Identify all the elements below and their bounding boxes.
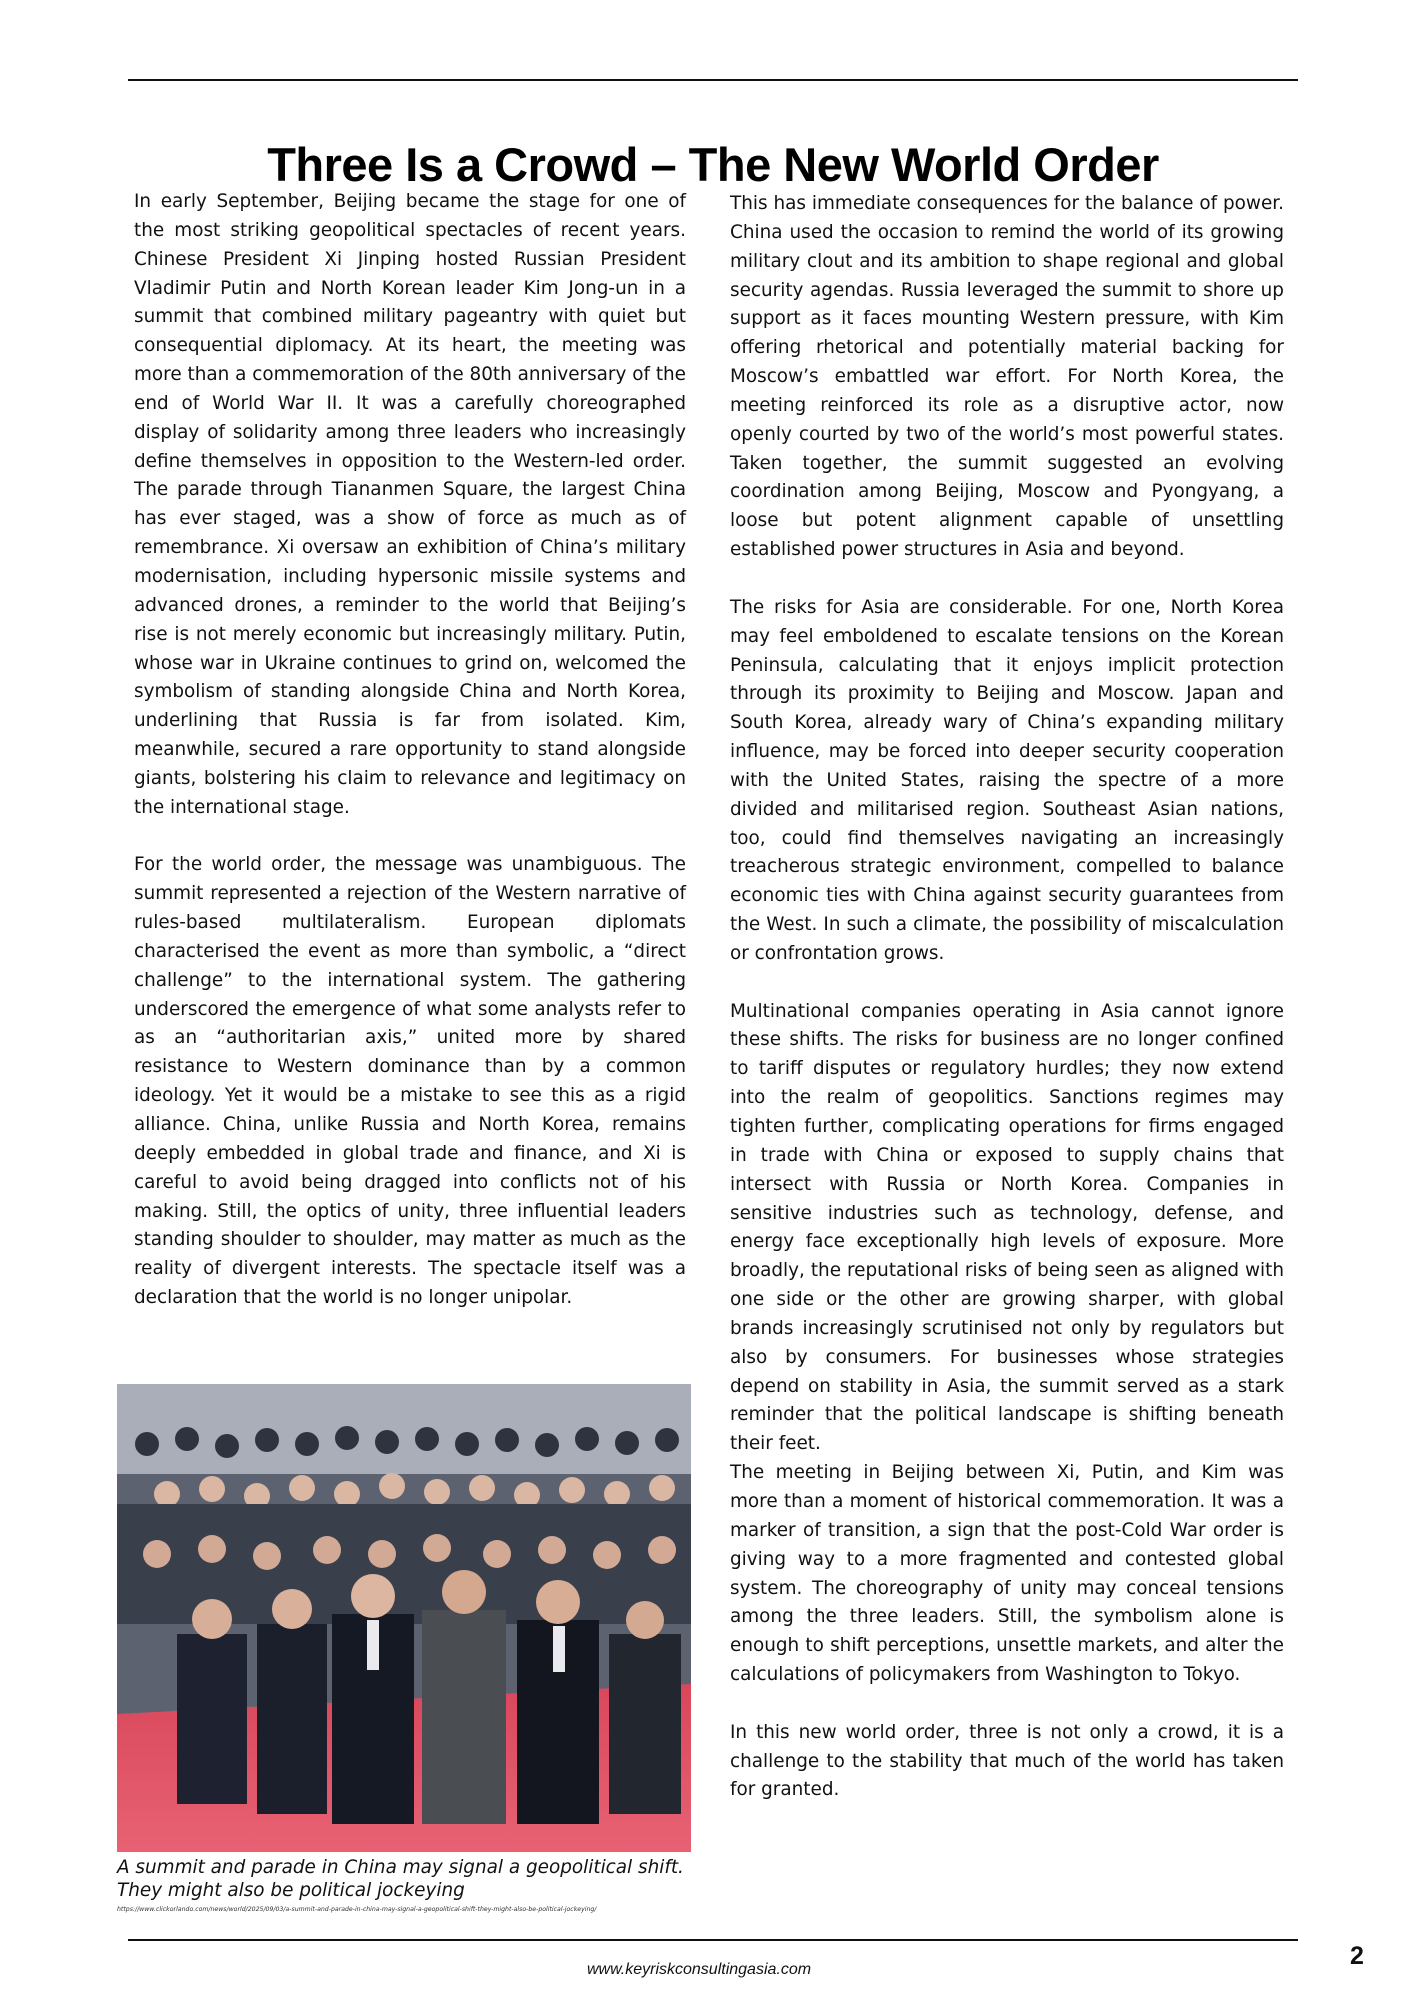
paragraph: In this new world order, three is not only a crowd, it is a challenge to the stability that much of the world has taken for granted. (730, 1721, 1284, 1801)
right-column (730, 190, 1284, 1805)
paragraph: This has immediate consequences for the balance of power. China used the occasion to remind the world of its growing military clout and its ambition to shape regional and global security agendas. Russia leveraged the summit to shore up support as it faces mounting Western pressure, with Kim offering rhetorical and potentially material backing for Moscow’s embattled war effort. For North Korea, the meeting reinforced its role as a disruptive actor, now openly courted by two of the world’s most powerful states. Taken together, the summit suggested an evolving coordination among Beijing, Moscow and Pyongyang, a loose but potent alignment capable of unsettling established power structures in Asia and beyond. (730, 193, 1284, 561)
photo-caption: A summit and parade in China may signal a geopolitical shift. They might also be political jockeying (117, 1857, 684, 1901)
bottom-rule (128, 1939, 1298, 1941)
top-rule (128, 79, 1298, 81)
summit-photo (117, 1384, 691, 1852)
page-number: 2 (1350, 1942, 1364, 1970)
paragraph: The risks for Asia are considerable. For one, North Korea may feel emboldened to escalate tensions on the Korean Peninsula, calculating that it enjoys implicit protection through its proximity to Beijing and Moscow. Japan and South Korea, already wary of China’s expanding military influence, may be forced into deeper security cooperation with the United States, raising the spectre of a more divided and militarised region. Southeast Asian nations, too, could find themselves navigating an increasingly treacherous strategic environment, compelled to balance economic ties with China against security guarantees from the West. In such a climate, the possibility of miscalculation or confrontation grows. (730, 596, 1284, 964)
article-title: Three Is a Crowd – The New World Order (267, 138, 1159, 192)
paragraph: For the world order, the message was unambiguous. The summit represented a rejection of the Western narrative of rules-based multilateralism. European diplomats characterised the event as more than symbolic, a “direct challenge” to the international system. The gathering underscored the emergence of what some analysts refer to as an “authoritarian axis,” united more by shared resistance to Western dominance than by a common ideology. Yet it would be a mistake to see this as a rigid alliance. China, unlike Russia and North Korea, remains deeply embedded in global trade and finance, and Xi is careful to avoid being dragged into conflicts not of his making. Still, the optics of unity, three influential leaders standing shoulder to shoulder, may matter as much as the reality of divergent interests. The spectacle itself was a declaration that the world is no longer unipolar. (134, 854, 686, 1309)
footer-website-link[interactable]: www.keyriskconsultingasia.com (587, 1961, 812, 1978)
paragraph: In early September, Beijing became the stage for one of the most striking geopolitical spectacles of recent years. Chinese President Xi Jinping hosted Russian President Vladimir Putin and North Korean leader Kim Jong-un in a summit that combined military pageantry with quiet but consequential diplomacy. At its heart, the meeting was more than a commemoration of the 80th anniversary of the end of World War II. It was a carefully choreographed display of solidarity among three leaders who increasingly define themselves in opposition to the Western-led order. The parade through Tiananmen Square, the largest China has ever staged, was a show of force as much as of remembrance. Xi oversaw an exhibition of China’s military modernisation, including hypersonic missile systems and advanced drones, a reminder to the world that Beijing’s rise is not merely economic but increasingly military. Putin, whose war in Ukraine continues to grind on, welcomed the symbolism of standing alongside China and North Korea, underlining that Russia is far from isolated. Kim, meanwhile, secured a rare opportunity to stand alongside giants, bolstering his claim to relevance and legitimacy on the international stage. (134, 191, 686, 818)
paragraph: Multinational companies operating in Asia cannot ignore these shifts. The risks for business are no longer confined to tariff disputes or regulatory hurdles; they now extend into the realm of geopolitics. Sanctions regimes may tighten further, complicating operations for firms engaged in trade with China or exposed to supply chains that intersect with Russia or North Korea. Companies in sensitive industries such as technology, defense, and energy face exceptionally high levels of exposure. More broadly, the reputational risks of being seen as aligned with one side or the other are growing sharper, with global brands increasingly scrutinised not only by regulators but also by consumers. For businesses whose strategies depend on stability in Asia, the summit served as a stark reminder that the political landscape is shifting beneath their feet. (730, 1000, 1284, 1455)
paragraph: The meeting in Beijing between Xi, Putin, and Kim was more than a moment of historical commemoration. It was a marker of transition, a sign that the post-Cold War order is giving way to a more fragmented and contested global system. The choreography of unity may conceal tensions among the three leaders. Still, the symbolism alone is enough to shift perceptions, unsettle markets, and alter the calculations of policymakers from Washington to Tokyo. (730, 1462, 1284, 1686)
photo-source-link[interactable]: https://www.clickorlando.com/news/world/2025/09/03/a-summit-and-parade-in-china-may-signal-a-geopolitical-shift-they-might-also-be-political-jockeying/ (117, 1906, 597, 1913)
left-column (134, 188, 686, 1313)
summit-photo-illustration (117, 1384, 691, 1852)
